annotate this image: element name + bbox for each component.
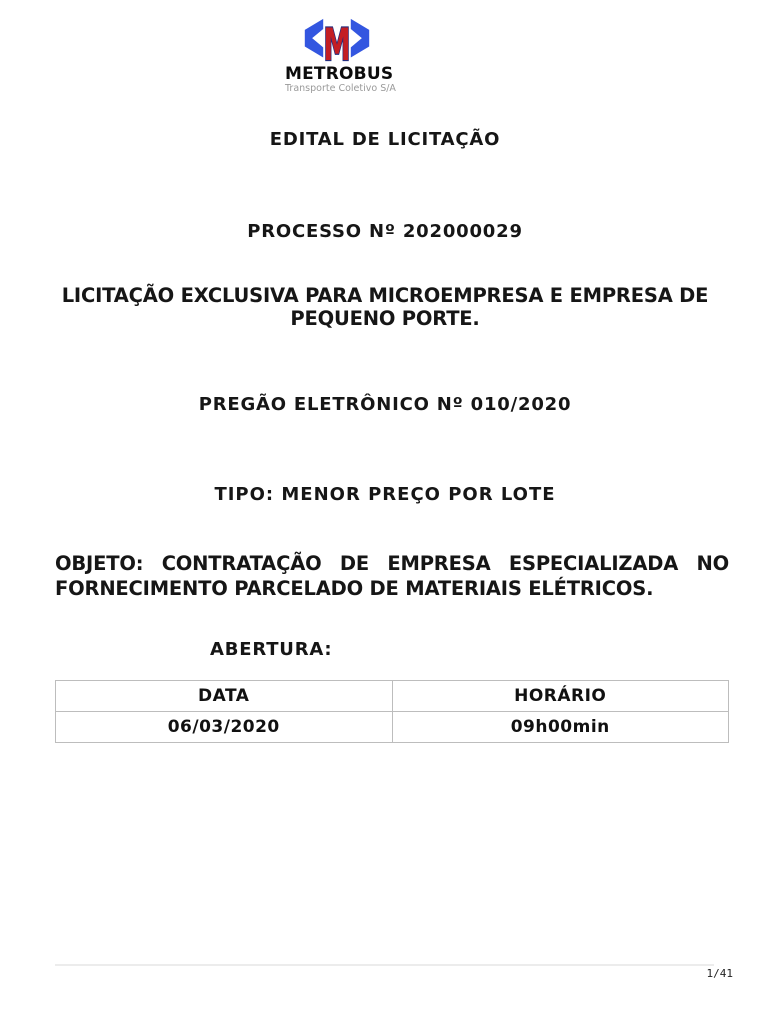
schedule-value-time: 09h00min bbox=[392, 712, 729, 743]
document-title: EDITAL DE LICITAÇÃO bbox=[269, 129, 501, 150]
schedule-table-header-row bbox=[56, 681, 729, 712]
logo-brand-text: METROBUS bbox=[285, 64, 394, 84]
process-number-heading: PROCESSO Nº 202000029 bbox=[247, 221, 523, 242]
opening-label: ABERTURA: bbox=[210, 639, 333, 660]
schedule-header-horario: HORÁRIO bbox=[392, 681, 729, 712]
metrobus-logo bbox=[285, 17, 396, 94]
schedule-header-data: DATA bbox=[56, 681, 393, 712]
object-paragraph-line2: FORNECIMENTO PARCELADO DE MATERIAIS ELÉTRICOS. bbox=[55, 577, 654, 600]
type-heading: TIPO: MENOR PREÇO POR LOTE bbox=[214, 484, 556, 505]
schedule-table-value-row bbox=[56, 712, 729, 743]
object-paragraph-line1: OBJETO: CONTRATAÇÃO DE EMPRESA ESPECIALIZADA NO bbox=[55, 552, 729, 575]
logo-tagline-text: Transporte Coletivo S/A bbox=[285, 83, 396, 94]
schedule-table bbox=[55, 680, 729, 743]
logo-right-bracket-icon bbox=[351, 19, 369, 58]
auction-number-heading: PREGÃO ELETRÔNICO Nº 010/2020 bbox=[198, 394, 572, 415]
exclusivity-heading: LICITAÇÃO EXCLUSIVA PARA MICROEMPRESA E EMPRESA DE PEQUENO PORTE. bbox=[61, 284, 709, 330]
footer-divider bbox=[55, 964, 714, 966]
metrobus-logo-icon bbox=[285, 17, 389, 63]
schedule-value-date: 06/03/2020 bbox=[56, 712, 393, 743]
object-paragraph bbox=[55, 551, 729, 601]
page-number: 1/41 bbox=[706, 967, 733, 980]
logo-letter-m: M bbox=[323, 19, 351, 63]
logo-left-bracket-icon bbox=[305, 19, 323, 58]
